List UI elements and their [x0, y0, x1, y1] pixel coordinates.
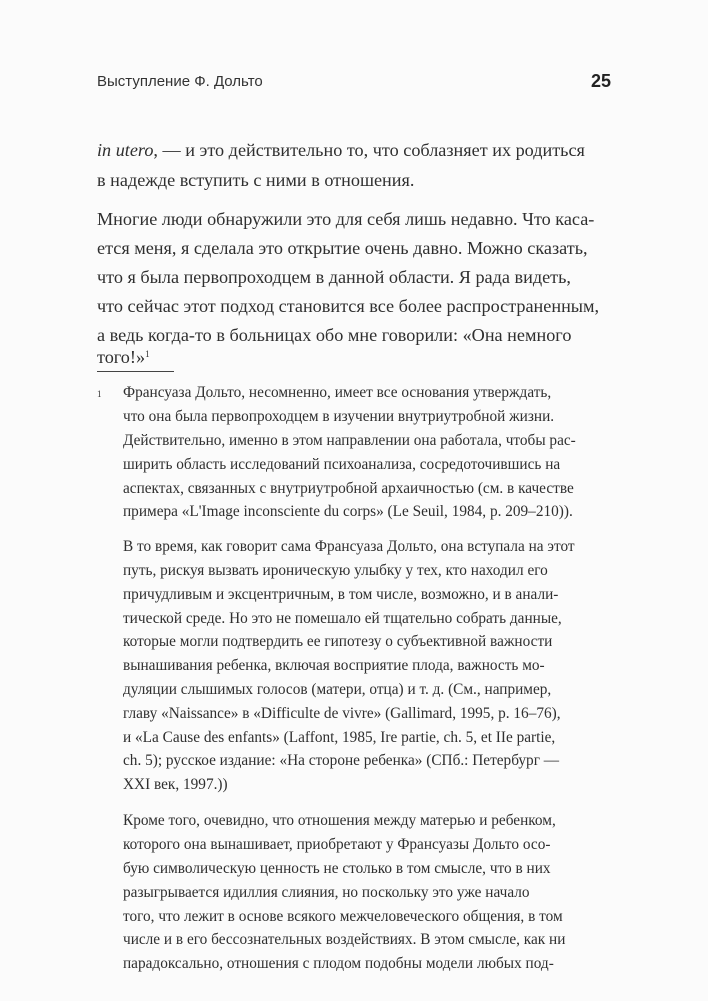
- footnote-line: тической среде. Но это не помешало ей тщательно собрать данные,: [123, 610, 562, 627]
- footnote-line: причудливым и эксцентричным, в том числе, возможно, и в анали-: [123, 586, 559, 603]
- footnote-line: ch. 5); русское издание: «На стороне ребенка» (СПб.: Петербург —: [123, 752, 560, 769]
- footnote-line: главу «Naissance» в «Difficulte de vivre» (Gallimard, 1995, p. 16–76),: [123, 705, 561, 722]
- footnote-reference[interactable]: 1: [145, 349, 150, 359]
- footnote-line: дуляции слышимых голосов (матери, отца) и т. д. (См., например,: [123, 681, 552, 698]
- footnote-line: разыгрывается идиллия слияния, но поскольку это уже начало: [123, 884, 530, 901]
- footnote-line: вынашивания ребенка, включая восприятие плода, важность мо-: [123, 657, 545, 674]
- footnote-line: бую символическую ценность не столько в том смысле, что в них: [123, 860, 551, 877]
- paragraph-line: в надежде вступить с ними в отношения.: [97, 170, 415, 190]
- footnote-line: Франсуаза Дольто, несомненно, имеет все основания утверждать,: [123, 384, 552, 401]
- paragraph-line: а ведь когда-то в больницах обо мне говорили: «Она немного: [97, 325, 572, 345]
- page-number: 25: [590, 71, 611, 91]
- footnote-line: Кроме того, очевидно, что отношения между матерью и ребенком,: [123, 812, 556, 829]
- footnote-line: аспектах, связанных с внутриутробной архаичностью (см. в качестве: [123, 480, 574, 497]
- line-text: , — и это действительно то, что соблазняет их родиться: [153, 140, 585, 160]
- footnote-line: Действительно, именно в этом направлении она работала, чтобы рас-: [123, 432, 576, 449]
- paragraph-line: [97, 347, 150, 368]
- italic-phrase: in utero: [97, 140, 154, 160]
- footnote-line: В то время, как говорит сама Франсуаза Дольто, она вступала на этот: [123, 538, 575, 555]
- paragraph-line: что сейчас этот подход становится все более распространенным,: [97, 296, 600, 316]
- line-text: того!»: [97, 347, 146, 367]
- footnote-line: которого она вынашивает, приобретают у Франсуазы Дольто осо-: [123, 836, 551, 853]
- footnote-line: того, что лежит в основе всякого межчеловеческого общения, в том: [123, 908, 563, 925]
- footnote-line: что она была первопроходцем в изучении внутриутробной жизни.: [123, 408, 555, 425]
- footnote-line: числе и в его бессознательных воздействиях. В этом смысле, как ни: [123, 931, 566, 948]
- footnote-line: XXI век, 1997.)): [123, 776, 228, 793]
- footnote-line: парадоксально, отношения с плодом подобны модели любых под-: [123, 955, 554, 972]
- footnote-line: и «La Cause des enfants» (Laffont, 1985, Ire partie, ch. 5, et IIe partie,: [123, 729, 556, 746]
- running-title: Выступление Ф. Дольто: [97, 73, 263, 90]
- paragraph-line: Многие люди обнаружили это для себя лишь недавно. Что каса-: [97, 209, 595, 229]
- footnote-line: примера «L'Image inconsciente du corps» (Le Seuil, 1984, p. 209–210)).: [123, 503, 573, 520]
- footnote-line: которые могли подтвердить ее гипотезу о субъективной важности: [123, 633, 553, 650]
- footnote-line: путь, рискуя вызвать ироническую улыбку у тех, кто находил его: [123, 562, 548, 579]
- footnote-divider: [97, 371, 174, 372]
- footnote-marker: 1: [97, 389, 102, 399]
- paragraph-line: ется меня, я сделала это открытие очень давно. Можно сказать,: [97, 238, 588, 258]
- paragraph-line: что я была первопроходцем в данной области. Я рада видеть,: [97, 267, 571, 287]
- paragraph-line: [97, 140, 585, 161]
- footnote-line: ширить область исследований психоанализа, сосредоточившись на: [123, 456, 561, 473]
